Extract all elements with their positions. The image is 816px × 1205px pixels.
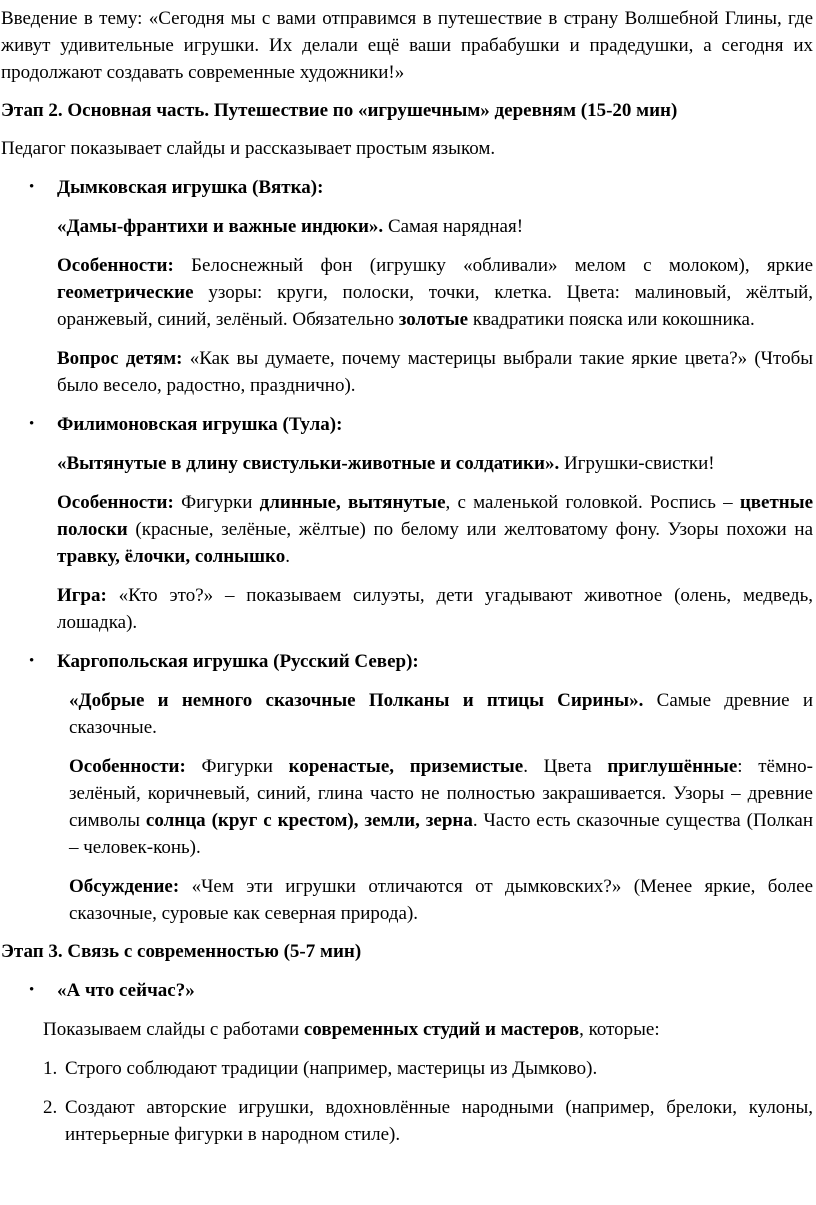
list-item-kargopol [1, 648, 813, 675]
motto-rest: Самая нарядная! [387, 216, 524, 237]
features-text: . Цвета [523, 756, 592, 777]
bullet-icon: • [29, 982, 35, 998]
item-title: Филимоновская игрушка (Тула): [57, 414, 343, 435]
features-bold: золотые [398, 309, 469, 330]
numbered-item-text: Создают авторские игрушки, вдохновлённые народными (например, брелоки, кулоны, интерьерные фигурки в народном стиле). [65, 1097, 813, 1145]
discussion-label: Обсуждение: [69, 876, 180, 897]
features-text: , с маленькой головкой. Роспись – [445, 492, 733, 513]
item-title: «А что сейчас?» [57, 980, 195, 1001]
features-bold: длинные, вытянутые [259, 492, 446, 513]
features-label: Особенности: [57, 255, 174, 276]
item-motto [69, 687, 813, 741]
numbered-item [43, 1094, 813, 1148]
item-motto [57, 213, 813, 240]
question-label: Вопрос детям: [57, 348, 183, 369]
intro-label: Введение в тему: [1, 8, 143, 29]
stage2-heading: Этап 2. Основная часть. Путешествие по «игрушечным» деревням (15-20 мин) [1, 100, 678, 121]
item-question [57, 345, 813, 399]
features-text: узоры: круги, полоски, точки, клетка. Цвета: малиновый, жёлтый, оранжевый, синий, зелёный. Обязательно [57, 282, 814, 330]
bullet-icon: • [29, 416, 35, 432]
features-text: Белоснежный фон (игрушку «обливали» мелом с молоком), яркие [191, 255, 813, 276]
item-title: Дымковская игрушка (Вятка): [57, 177, 324, 198]
list-item-filimonovo [1, 411, 813, 438]
motto-rest: Самые древние и сказочные. [69, 690, 814, 738]
game-label: Игра: [57, 585, 107, 606]
item-game [57, 582, 813, 636]
item-number: 1. [43, 1058, 58, 1079]
features-text: . [285, 546, 290, 567]
item-features [57, 489, 813, 570]
motto-bold: «Добрые и немного сказочные Полканы и птицы Сирины». [69, 690, 644, 711]
motto-bold: «Вытянутые в длину свистульки-животные и солдатики». [57, 453, 560, 474]
item-discussion [69, 873, 813, 927]
features-bold: солнца (круг с крестом), земли, зерна [145, 810, 473, 831]
features-text: (красные, зелёные, жёлтые) по белому или желтоватому фону. Узоры похожи на [135, 519, 813, 540]
intro-text: «Сегодня мы с вами отправимся в путешествие в страну Волшебной Глины, где живут удивительные игрушки. Их делали ещё ваши прабабушки и прадедушки, а сегодня их продолжают создавать современные художники!» [1, 8, 814, 83]
question-text: «Как вы думаете, почему мастерицы выбрали такие яркие цвета?» (Чтобы было весело, радостно, празднично). [57, 348, 813, 396]
discussion-text: «Чем эти игрушки отличаются от дымковских?» (Менее яркие, более сказочные, суровые как северная природа). [69, 876, 813, 924]
bullet-icon: • [29, 179, 35, 195]
item-features [69, 753, 813, 861]
features-text: . Часто есть сказочные существа (Полкан – человек-конь). [69, 810, 813, 858]
item-title: Каргопольская игрушка (Русский Север): [57, 651, 419, 672]
features-bold: приглушённые [607, 756, 738, 777]
features-label: Особенности: [57, 492, 174, 513]
motto-rest: Игрушки-свистки! [563, 453, 715, 474]
item-features [57, 252, 813, 333]
features-label: Особенности: [69, 756, 186, 777]
bullet-icon: • [29, 653, 35, 669]
numbered-item [43, 1055, 813, 1082]
slides-text: , которые: [579, 1019, 660, 1040]
features-bold: цветные полоски [57, 492, 814, 540]
stage2-description: Педагог показывает слайды и рассказывает простым языком. [1, 138, 496, 159]
motto-bold: «Дамы-франтихи и важные индюки». [57, 216, 384, 237]
item-motto [57, 450, 813, 477]
document-page [0, 5, 816, 1205]
features-bold: коренастые, приземистые [288, 756, 524, 777]
features-bold: травку, ёлочки, солнышко [57, 546, 286, 567]
features-text: : тёмно-зелёный, коричневый, синий, глина часто не полностью закрашивается. Узоры – древние символы [69, 756, 814, 831]
numbered-item-text: Строго соблюдают традиции (например, мастерицы из Дымково). [65, 1058, 598, 1079]
item-number: 2. [43, 1097, 58, 1118]
slides-text: Показываем слайды с работами [43, 1019, 300, 1040]
list-item-now [1, 977, 813, 1004]
features-text: квадратики пояска или кокошника. [472, 309, 755, 330]
list-item-dymkovo [1, 174, 813, 201]
slides-paragraph [43, 1016, 813, 1043]
stage3-heading: Этап 3. Связь с современностью (5-7 мин) [1, 941, 362, 962]
features-text: Фигурки [181, 492, 253, 513]
features-text: Фигурки [201, 756, 273, 777]
features-bold: геометрические [57, 282, 194, 303]
intro-paragraph [1, 5, 813, 86]
slides-bold: современных студий и мастеров [303, 1019, 580, 1040]
game-text: «Кто это?» – показываем силуэты, дети угадывают животное (олень, медведь, лошадка). [57, 585, 814, 633]
